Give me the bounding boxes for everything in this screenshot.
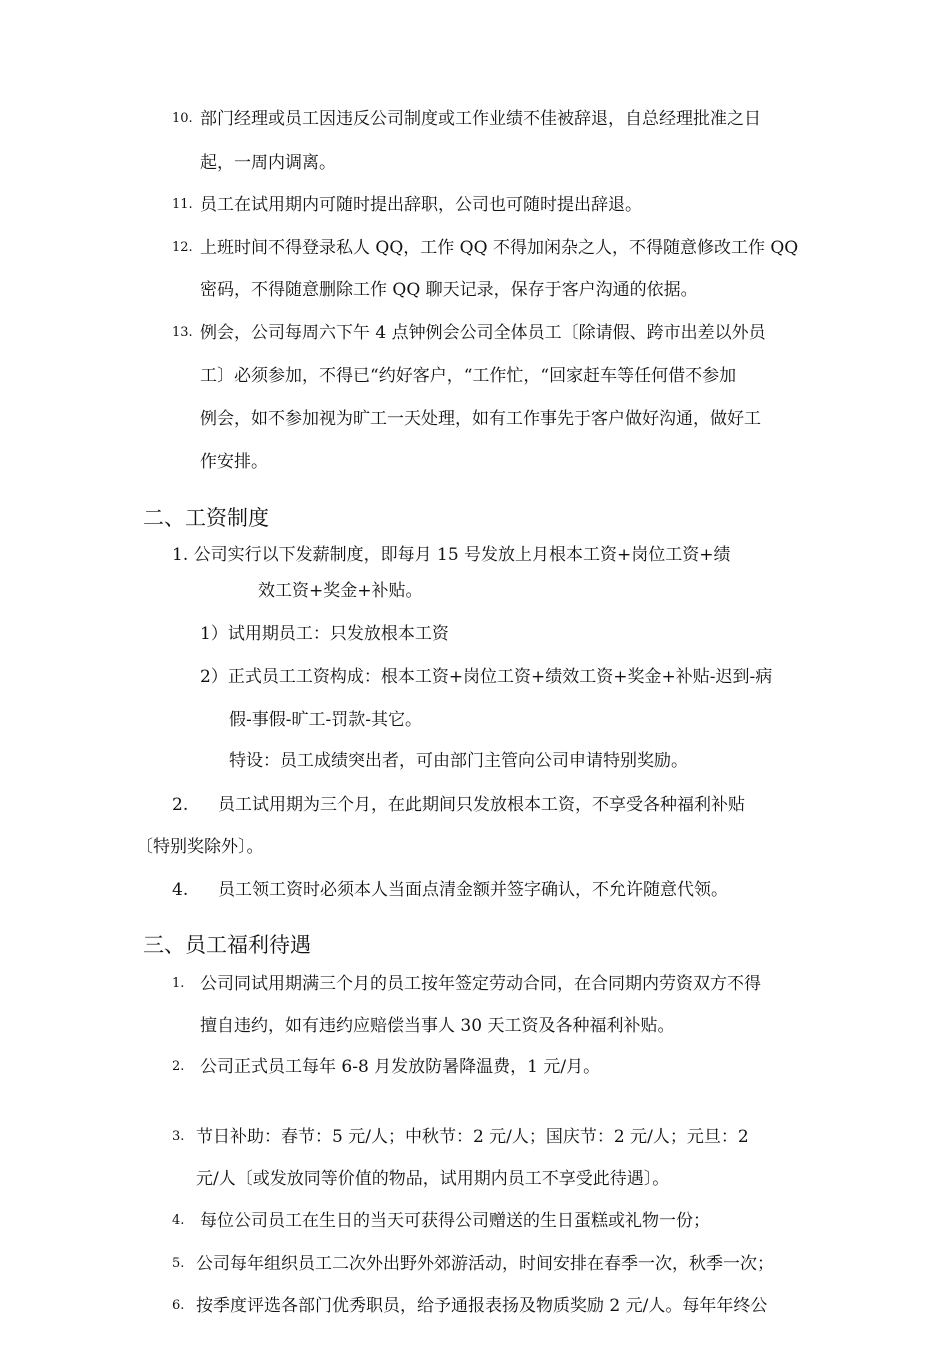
item-13-line-2: 工〕必须参加，不得已“约好客户，“工作忙，“回家赶车等任何借不参加 <box>200 366 737 386</box>
item-12-line-1: 上班时间不得登录私人 QQ，工作 QQ 不得加闲杂之人，不得随意修改工作 QQ <box>200 238 799 258</box>
item-11-number: 11. <box>172 197 193 212</box>
item-13-line-4: 作安排。 <box>200 452 268 472</box>
item-10-line-2: 起，一周内调离。 <box>200 153 336 173</box>
benefit-4-line-1: 每位公司员工在生日的当天可获得公司赠送的生日蛋糕或礼物一份； <box>200 1211 710 1231</box>
wage-item-4-line-1: 员工领工资时必须本人当面点清金额并签字确认，不允许随意代领。 <box>218 880 728 900</box>
benefit-2-number: 2. <box>172 1059 185 1074</box>
wage-item-1-line-2: 效工资+奖金+补贴。 <box>258 581 423 601</box>
item-13-number: 13. <box>172 325 193 340</box>
wage-special-note: 特设：员工成绩突出者，可由部门主管向公司申请特别奖励。 <box>229 751 688 771</box>
item-13-line-3: 例会，如不参加视为旷工一天处理，如有工作事先于客户做好沟通，做好工 <box>200 409 761 429</box>
item-10-line-1: 部门经理或员工因违反公司制度或工作业绩不佳被辞退，自总经理批准之日 <box>200 109 761 129</box>
wage-item-2-line-2: 〔特别奖除外〕。 <box>136 837 264 857</box>
wage-item-4-number: 4. <box>172 880 189 900</box>
benefit-4-number: 4. <box>172 1213 185 1228</box>
wage-item-2-line-1: 员工试用期为三个月，在此期间只发放根本工资，不享受各种福利补贴 <box>218 795 745 815</box>
wage-item-1-line-1: 1. 公司实行以下发薪制度，即每月 15 号发放上月根本工资+岗位工资+绩 <box>172 545 731 565</box>
benefit-6-number: 6. <box>172 1298 185 1313</box>
benefit-1-line-1: 公司同试用期满三个月的员工按年签定劳动合同，在合同期内劳资双方不得 <box>200 974 761 994</box>
wage-sub-1: 1）试用期员工：只发放根本工资 <box>200 624 449 644</box>
benefit-5-number: 5. <box>172 1256 185 1271</box>
item-12-number: 12. <box>172 240 193 255</box>
benefit-1-number: 1. <box>172 976 185 991</box>
wage-sub-2-line-1: 2）正式员工工资构成：根本工资+岗位工资+绩效工资+奖金+补贴-迟到-病 <box>200 667 773 687</box>
benefit-6-line-1: 按季度评选各部门优秀职员，给予通报表扬及物质奖励 2 元/人。每年年终公 <box>196 1296 768 1316</box>
wage-item-2-number: 2. <box>172 795 189 815</box>
item-12-line-2: 密码，不得随意删除工作 QQ 聊天记录，保存于客户沟通的依据。 <box>200 280 698 300</box>
benefit-1-line-2: 擅自违约，如有违约应赔偿当事人 30 天工资及各种福利补贴。 <box>200 1016 675 1036</box>
benefit-3-number: 3. <box>172 1129 185 1144</box>
item-13-line-1: 例会，公司每周六下午 4 点钟例会公司全体员工〔除请假、跨市出差以外员 <box>200 323 766 343</box>
wage-sub-2-line-2: 假-事假-旷工-罚款-其它。 <box>229 710 422 730</box>
benefit-3-line-2: 元/人〔或发放同等价值的物品，试用期内员工不享受此待遇〕。 <box>196 1169 670 1189</box>
benefit-2-line-1: 公司正式员工每年 6-8 月发放防暑降温费，1 元/月。 <box>200 1057 601 1077</box>
item-11-line-1: 员工在试用期内可随时提出辞职，公司也可随时提出辞退。 <box>200 195 642 215</box>
benefit-5-line-1: 公司每年组织员工二次外出野外郊游活动，时间安排在春季一次，秋季一次； <box>196 1254 774 1274</box>
section-2-heading: 二、工资制度 <box>143 506 269 530</box>
benefit-3-line-1: 节日补助：春节：5 元/人；中秋节：2 元/人；国庆节：2 元/人；元旦：2 <box>196 1127 749 1147</box>
section-3-heading: 三、员工福利待遇 <box>143 933 311 957</box>
item-10-number: 10. <box>172 111 193 126</box>
